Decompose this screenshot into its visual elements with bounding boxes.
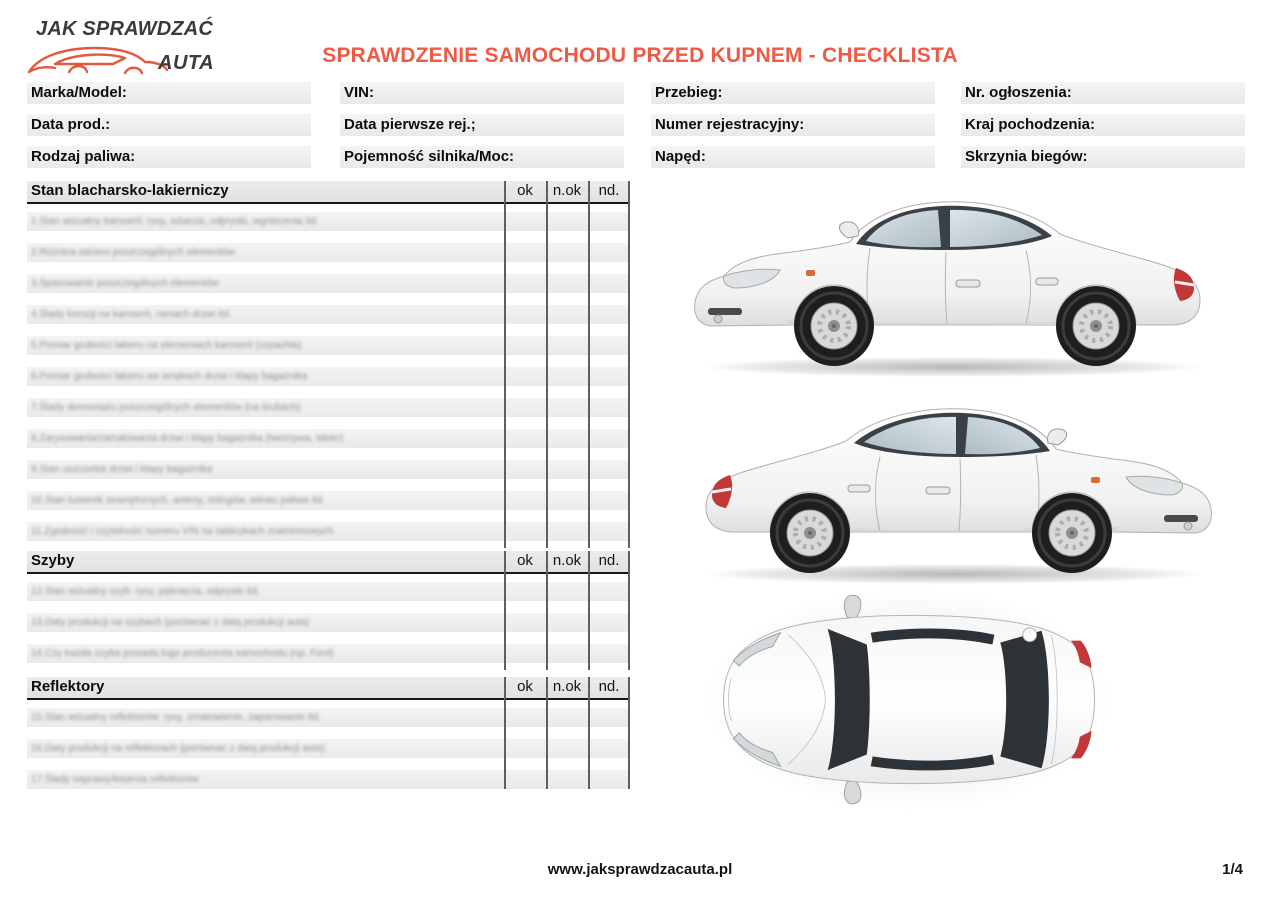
field-rodzaj-paliwa: Rodzaj paliwa: <box>27 146 311 168</box>
checklist-row: 1.Stan wizualny karoserii: rysy, wżarcia, odpryski, wgniecenia itd. <box>27 212 630 231</box>
checklist-row: 6.Pomiar grubości lakieru we wnękach drzwi i klapy bagażnika <box>27 367 630 386</box>
field-marka-model: Marka/Model: <box>27 82 311 104</box>
section-header <box>27 677 630 700</box>
checklist-row: 15.Stan wizualny reflektorów: rysy, zmatowienie, zaparowanie itd. <box>27 708 630 727</box>
car-side-view-facing-left-image <box>688 168 1218 383</box>
checklist-row: 16.Daty produkcji na reflektorach (porównać z datą produkcji auta) <box>27 739 630 758</box>
section-header <box>27 551 630 574</box>
section-reflektory <box>27 677 630 789</box>
field-pojemnosc-silnika: Pojemność silnika/Moc: <box>340 146 624 168</box>
section-header <box>27 181 630 204</box>
checklist-row: 13.Daty produkcji na szybach (porównać z datą produkcji auta) <box>27 613 630 632</box>
checklist-row: 7.Ślady demontażu poszczególnych elementów (na śrubach) <box>27 398 630 417</box>
column-header-nok: n.ok <box>552 182 582 199</box>
checklist-row: 4.Ślady korozji na karoserii, ramach drzwi itd. <box>27 305 630 324</box>
table-column-line <box>504 677 506 789</box>
checklist-row: 8.Zarysowania/zamalowania drzwi i klapy bagażnika (tworzywa, lakier) <box>27 429 630 448</box>
logo <box>27 12 227 76</box>
checklist-row: 10.Stan lusterek zewnętrznych, anteny, relingów, wlewu paliwa itd. <box>27 491 630 510</box>
checklist-row: 9.Stan uszczelek drzwi i klapy bagażnika <box>27 460 630 479</box>
checklist-row: 17.Ślady naprawy/klejenia reflektorów <box>27 770 630 789</box>
section-title: Szyby <box>31 552 75 569</box>
checklist-row: 3.Spasowanie poszczególnych elementów <box>27 274 630 293</box>
field-kraj-pochodzenia: Kraj pochodzenia: <box>961 114 1245 136</box>
table-column-line <box>504 181 506 548</box>
table-column-line <box>546 181 548 548</box>
column-header-nd: nd. <box>598 678 620 695</box>
column-header-ok: ok <box>517 182 533 199</box>
checklist-row: 11.Zgodność i czytelność numeru VIN na tabliczkach znamionowych <box>27 522 630 541</box>
column-header-nd: nd. <box>598 552 620 569</box>
field-data-prod: Data prod.: <box>27 114 311 136</box>
field-data-pierwsze-rej: Data pierwsze rej.; <box>340 114 624 136</box>
checklist-row: 5.Pomiar grubości lakieru na elementach karoserii (szpachla) <box>27 336 630 355</box>
section-szyby <box>27 551 630 663</box>
column-header-nd: nd. <box>598 182 620 199</box>
checklist-row: 12.Stan wizualny szyb: rysy, pęknięcia, odpryski itd. <box>27 582 630 601</box>
column-header-nok: n.ok <box>552 552 582 569</box>
field-numer-rejestracyjny: Numer rejestracyjny: <box>651 114 935 136</box>
field-skrzynia-biegow: Skrzynia biegów: <box>961 146 1245 168</box>
section-title: Reflektory <box>31 678 105 695</box>
field-naped: Napęd: <box>651 146 935 168</box>
column-header-nok: n.ok <box>552 678 582 695</box>
table-column-line <box>546 677 548 789</box>
page-number: 1/4 <box>1222 861 1243 878</box>
table-column-line <box>628 551 630 670</box>
table-column-line <box>504 551 506 670</box>
table-column-line <box>628 181 630 548</box>
table-column-line <box>588 181 590 548</box>
checklist-row: 14.Czy każda szyba posiada logo producenta samochodu (np. Ford) <box>27 644 630 663</box>
table-column-line <box>546 551 548 670</box>
car-side-view-facing-right-image <box>688 375 1218 590</box>
logo-text-top: JAK SPRAWDZAĆ <box>36 18 214 40</box>
car-top-view-image <box>698 583 1120 815</box>
page-title: SPRAWDZENIE SAMOCHODU PRZED KUPNEM - CHECKLISTA <box>322 44 958 67</box>
section-stan-blacharsko-lakierniczy <box>27 181 630 541</box>
checklist-row: 2.Różnica odcieni poszczególnych elementów <box>27 243 630 262</box>
column-header-ok: ok <box>517 678 533 695</box>
column-header-ok: ok <box>517 552 533 569</box>
table-column-line <box>588 677 590 789</box>
field-vin: VIN: <box>340 82 624 104</box>
table-column-line <box>628 677 630 789</box>
section-title: Stan blacharsko-lakierniczy <box>31 182 229 199</box>
field-przebieg: Przebieg: <box>651 82 935 104</box>
field-nr-ogloszenia: Nr. ogłoszenia: <box>961 82 1245 104</box>
table-column-line <box>588 551 590 670</box>
logo-text-bottom: AUTA <box>158 52 215 74</box>
footer-website: www.jaksprawdzacauta.pl <box>547 861 733 878</box>
